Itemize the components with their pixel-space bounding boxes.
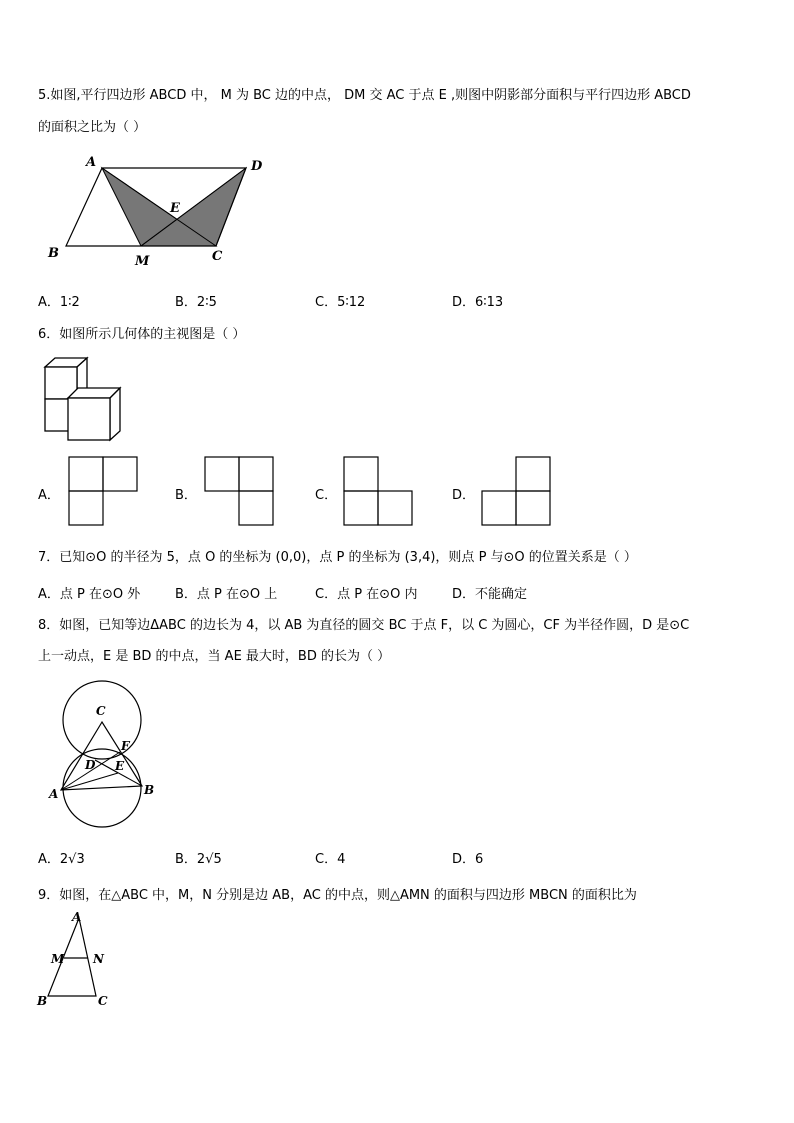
q6-option-c-view[interactable]: [343, 456, 415, 528]
q5-label-e: E: [170, 201, 180, 216]
q8-label-b: B: [144, 783, 155, 797]
q7-option-d[interactable]: D．不能确定: [452, 587, 528, 602]
q5-label-c: C: [212, 249, 223, 264]
q8-option-d[interactable]: D．6: [452, 852, 484, 867]
q9-triangle-figure: [34, 908, 124, 1008]
q6-stem: 6．如图所示几何体的主视图是（ ）: [38, 327, 246, 342]
q6-option-d-view[interactable]: [481, 456, 553, 528]
q8-label-c: C: [96, 704, 106, 718]
q9-label-b: B: [37, 994, 48, 1008]
q5-label-b: B: [48, 246, 59, 261]
q8-stem-line2: 上一动点，E 是 BD 的中点，当 AE 最大时，BD 的长为（ ）: [38, 649, 391, 664]
q5-stem-line1: 5.如图,平行四边形 ABCD 中， M 为 BC 边的中点， DM 交 AC 于点 E ,则图中阴影部分面积与平行四边形 ABCD: [38, 88, 691, 103]
q6-cube-right: [68, 398, 110, 440]
q5-label-m: M: [135, 254, 150, 269]
q5-label-d: D: [251, 159, 263, 174]
q8-label-a: A: [49, 787, 59, 801]
q8-option-a[interactable]: A．2√3: [38, 852, 85, 867]
q5-option-c[interactable]: C．5∶12: [315, 295, 366, 310]
q9-stem: 9．如图，在△ABC 中，M，N 分别是边 AB，AC 的中点，则△AMN 的面积与四边形 MBCN 的面积比为: [38, 888, 637, 903]
q6-option-b[interactable]: B．: [175, 488, 197, 503]
q5-option-b[interactable]: B．2∶5: [175, 295, 217, 310]
q7-option-b[interactable]: B．点 P 在⊙O 上: [175, 587, 278, 602]
q9-label-c: C: [98, 994, 108, 1008]
q6-option-d[interactable]: D．: [452, 488, 476, 503]
q5-option-d[interactable]: D．6∶13: [452, 295, 504, 310]
q8-stem-line1: 8．如图，已知等边ΔABC 的边长为 4，以 AB 为直径的圆交 BC 于点 F，以 C 为圆心，CF 为半径作圆，D 是⊙C: [38, 618, 690, 633]
q9-label-n: N: [93, 952, 104, 966]
q5-label-a: A: [86, 155, 97, 170]
q8-label-d: D: [85, 758, 96, 772]
q6-solid-figure: [40, 352, 130, 444]
q5-stem-line2: 的面积之比为（ ）: [38, 120, 147, 135]
q5-parallelogram-figure: [40, 150, 280, 270]
q8-option-c[interactable]: C．4: [315, 852, 346, 867]
q9-label-m: M: [51, 952, 65, 966]
q7-option-c[interactable]: C．点 P 在⊙O 内: [315, 587, 418, 602]
q6-option-a[interactable]: A．: [38, 488, 60, 503]
q6-option-a-view[interactable]: [68, 456, 140, 528]
q8-circles-figure: [40, 680, 170, 832]
q8-option-b[interactable]: B．2√5: [175, 852, 222, 867]
q7-option-a[interactable]: A．点 P 在⊙O 外: [38, 587, 141, 602]
q6-option-c[interactable]: C．: [315, 488, 338, 503]
q6-right-side-face: [110, 388, 120, 440]
q8-label-f: F: [121, 739, 130, 753]
q5-option-a[interactable]: A．1∶2: [38, 295, 80, 310]
q8-label-e: E: [115, 759, 125, 773]
q7-stem: 7．已知⊙O 的半径为 5，点 O 的坐标为 (0,0)，点 P 的坐标为 (3,4)，则点 P 与⊙O 的位置关系是（ ）: [38, 550, 637, 565]
q6-option-b-view[interactable]: [204, 456, 276, 528]
q9-label-a: A: [72, 910, 82, 924]
